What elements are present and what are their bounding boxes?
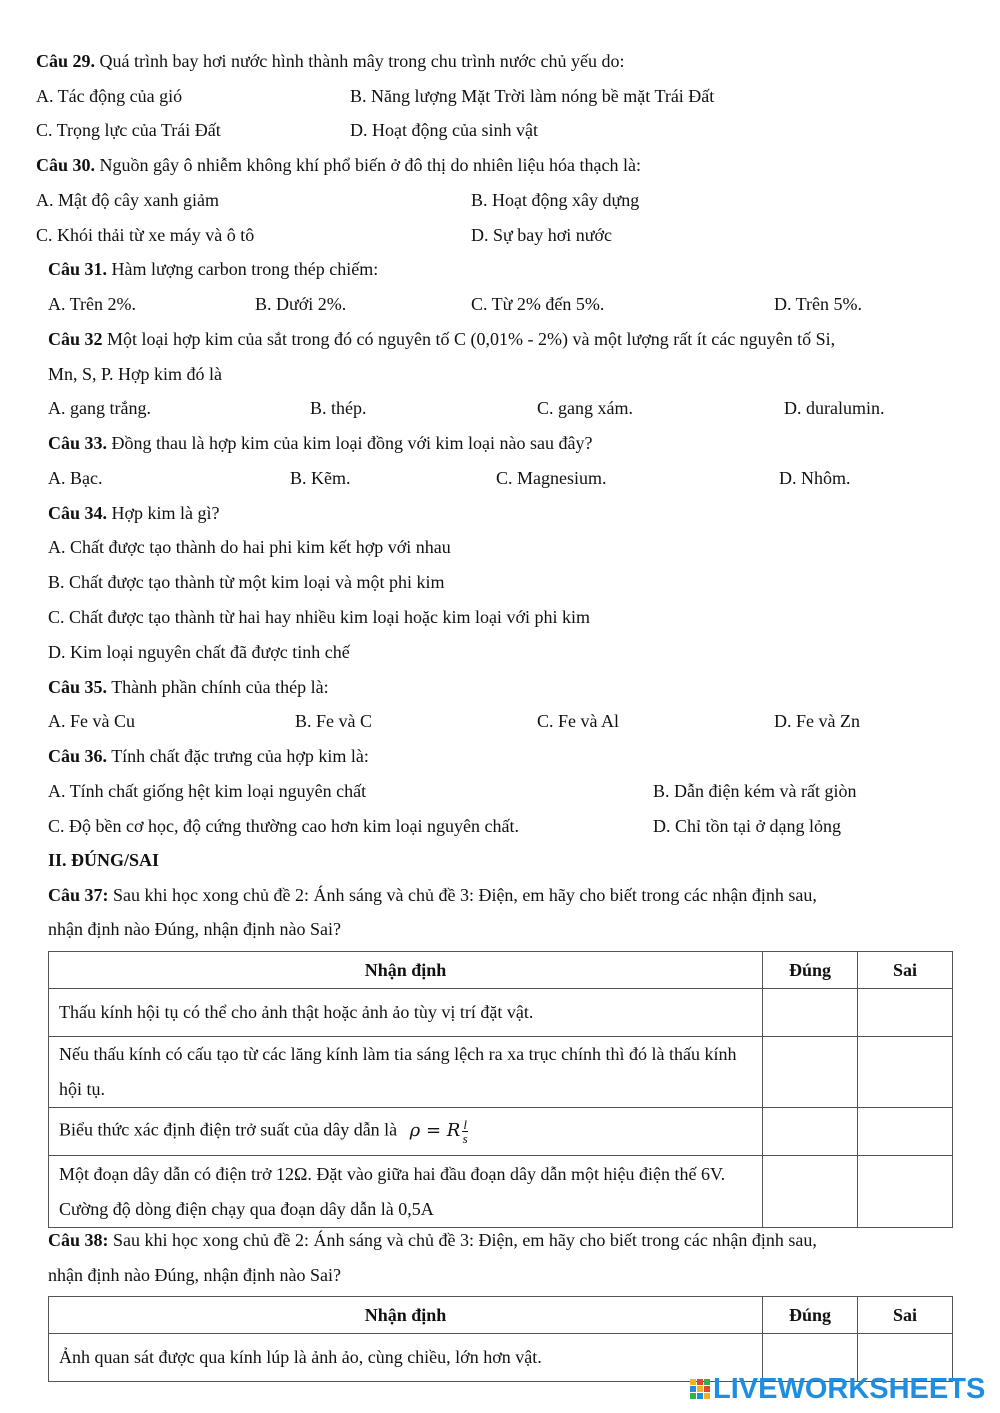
option-c[interactable]: C. Chất được tạo thành từ hai hay nhiều kim loại hoặc kim loại với phi kim [48,607,590,627]
question-text: Quá trình bay hơi nước hình thành mây trong chu trình nước chủ yếu do: [95,51,625,71]
option-a[interactable]: A. Trên 2%. [48,294,137,314]
true-answer-cell[interactable] [763,989,858,1037]
option-a[interactable]: A. Bạc. [48,468,103,488]
table-row [49,1108,953,1156]
true-false-table-37 [48,951,953,1228]
option-d[interactable]: D. Kim loại nguyên chất đã được tinh chế [48,642,350,662]
table-row [49,1037,953,1108]
header-false: Sai [858,1297,953,1334]
question-38 [48,1231,817,1249]
header-true: Đúng [763,1297,858,1334]
table-header-row [49,1297,953,1334]
option-d[interactable]: D. Nhôm. [779,468,851,488]
option-a[interactable]: A. Mật độ cây xanh giảm [36,190,219,210]
option-b[interactable]: B. Dưới 2%. [255,294,347,314]
option-d[interactable]: D. Trên 5%. [774,294,863,314]
option-a[interactable]: A. Tính chất giống hệt kim loại nguyên chất [48,781,367,801]
question-label: Câu 31. [48,259,108,279]
option-d[interactable]: D. Chỉ tồn tại ở dạng lỏng [653,816,842,836]
option-b[interactable]: B. Chất được tạo thành từ một kim loại và một phi kim [48,572,445,592]
option-c[interactable]: C. Fe và Al [537,711,620,731]
false-answer-cell[interactable] [858,1156,953,1228]
table-row [49,989,953,1037]
question-label: Câu 30. [36,155,96,175]
true-answer-cell[interactable] [763,1037,858,1108]
question-label: Câu 29. [36,51,96,71]
option-b[interactable]: B. Fe và C [295,711,373,731]
table-row [49,1156,953,1228]
question-text: Hàm lượng carbon trong thép chiếm: [107,259,379,279]
header-true: Đúng [763,952,858,989]
statement-cell: Nếu thấu kính có cấu tạo từ các lăng kính làm tia sáng lệch ra xa trục chính thì đó là thấu kính hội tụ. [49,1037,763,1108]
question-29 [36,52,624,70]
option-c[interactable]: C. Độ bền cơ học, độ cứng thường cao hơn kim loại nguyên chất. [48,816,519,836]
liveworksheets-logo [690,1374,985,1404]
question-36 [48,747,369,765]
option-a[interactable]: A. Tác động của gió [36,86,183,106]
option-d[interactable]: D. Hoạt động của sinh vật [350,120,538,140]
question-35 [48,678,329,696]
formula: ρ = R [409,1119,461,1141]
option-b[interactable]: B. Dẫn điện kém và rất giòn [653,781,857,801]
question-text: Hợp kim là gì? [107,503,220,523]
option-b[interactable]: B. Kẽm. [290,468,351,488]
formula-fraction [462,1118,468,1145]
question-label: Câu 37: [48,885,109,905]
option-c[interactable]: C. Khói thải từ xe máy và ô tô [36,225,255,245]
option-c[interactable]: C. Magnesium. [496,468,607,488]
option-c[interactable]: C. Trọng lực của Trái Đất [36,120,221,140]
question-label: Câu 34. [48,503,108,523]
true-answer-cell[interactable] [763,1156,858,1228]
header-false: Sai [858,952,953,989]
question-text-continued: Mn, S, P. Hợp kim đó là [48,364,223,384]
statement-text: Biểu thức xác định điện trở suất của dây dẫn là [59,1119,398,1140]
option-b[interactable]: B. Năng lượng Mặt Trời làm nóng bề mặt Trái Đất [350,86,715,106]
question-37 [48,886,817,904]
option-a[interactable]: A. Chất được tạo thành do hai phi kim kết hợp với nhau [48,537,451,557]
statement-cell [49,1108,763,1156]
logo-text: LIVEWORKSHEETS [713,1372,986,1405]
question-34 [48,504,220,522]
question-text: Một loại hợp kim của sắt trong đó có nguyên tố C (0,01% - 2%) và một lượng rất ít các nguyên tố Si, [102,329,836,349]
question-text: Sau khi học xong chủ đề 2: Ánh sáng và chủ đề 3: Điện, em hãy cho biết trong các nhận định sau, [108,1230,817,1250]
question-text: Tính chất đặc trưng của hợp kim là: [107,746,369,766]
option-b[interactable]: B. thép. [310,398,367,418]
question-31 [48,260,378,278]
false-answer-cell[interactable] [858,1037,953,1108]
false-answer-cell[interactable] [858,1108,953,1156]
question-label: Câu 38: [48,1230,109,1250]
option-c[interactable]: C. Từ 2% đến 5%. [471,294,605,314]
fraction-denominator: s [462,1131,468,1146]
header-statement: Nhận định [49,952,763,989]
true-false-table-38 [48,1296,953,1382]
statement-cell: Một đoạn dây dẫn có điện trở 12Ω. Đặt vào giữa hai đầu đoạn dây dẫn một hiệu điện thế 6V. Cường độ dòng điện chạy qua đoạn dây dẫn là 0,5A [49,1156,763,1228]
option-d[interactable]: D. Sự bay hơi nước [471,225,613,245]
option-d[interactable]: D. duralumin. [784,398,885,418]
question-30 [36,156,641,174]
question-33 [48,434,592,452]
option-a[interactable]: A. Fe và Cu [48,711,135,731]
statement-cell: Ảnh quan sát được qua kính lúp là ảnh ảo, cùng chiều, lớn hơn vật. [49,1334,763,1382]
question-text: Đồng thau là hợp kim của kim loại đồng với kim loại nào sau đây? [107,433,593,453]
false-answer-cell[interactable] [858,989,953,1037]
question-text: Thành phần chính của thép là: [107,677,329,697]
logo-grid-icon [690,1379,710,1399]
fraction-numerator: l [463,1117,467,1132]
question-text-continued: nhận định nào Đúng, nhận định nào Sai? [48,1265,341,1285]
question-label: Câu 33. [48,433,108,453]
question-label: Câu 35. [48,677,108,697]
section-title: II. ĐÚNG/SAI [48,850,160,870]
option-c[interactable]: C. gang xám. [537,398,633,418]
option-d[interactable]: D. Fe và Zn [774,711,860,731]
question-text: Nguồn gây ô nhiễm không khí phổ biến ở đô thị do nhiên liệu hóa thạch là: [95,155,641,175]
question-32 [48,330,835,348]
question-text-continued: nhận định nào Đúng, nhận định nào Sai? [48,919,341,939]
true-answer-cell[interactable] [763,1108,858,1156]
statement-cell: Thấu kính hội tụ có thể cho ảnh thật hoặc ảnh ảo tùy vị trí đặt vật. [49,989,763,1037]
question-label: Câu 32 [48,329,103,349]
table-header-row [49,952,953,989]
option-b[interactable]: B. Hoạt động xây dựng [471,190,640,210]
question-text: Sau khi học xong chủ đề 2: Ánh sáng và chủ đề 3: Điện, em hãy cho biết trong các nhận định sau, [108,885,817,905]
question-label: Câu 36. [48,746,108,766]
option-a[interactable]: A. gang trắng. [48,398,151,418]
header-statement: Nhận định [49,1297,763,1334]
